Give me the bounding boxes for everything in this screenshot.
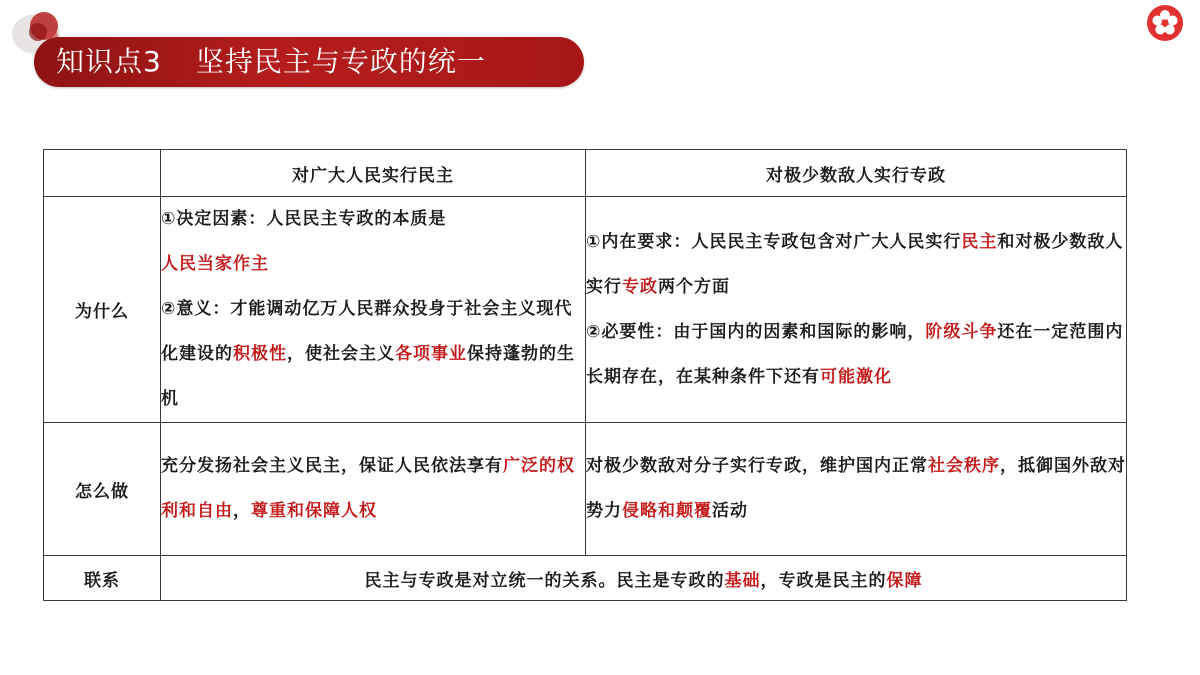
table-row-relation xyxy=(44,556,1127,601)
highlight-text: 尊重和保障人权 xyxy=(251,501,377,521)
table-row-why xyxy=(44,197,1127,423)
title-banner xyxy=(34,37,584,87)
highlight-text: 民主 xyxy=(961,231,998,252)
highlight-text: 保障 xyxy=(886,570,923,591)
cell-relation xyxy=(161,556,1127,601)
text-segment: ①决定因素：人民民主专政的本质是 xyxy=(161,209,447,229)
header-cell-dictatorship: 对极少数敌人实行专政 xyxy=(586,150,1127,197)
text-segment: 充分发扬社会主义民主，保证人民依法享有 xyxy=(161,456,503,476)
cell-how-dictatorship xyxy=(586,423,1127,556)
highlight-text: 各项事业 xyxy=(395,344,467,364)
text-segment: ，抵御国外敌对势力 xyxy=(586,456,1126,521)
table-row-how xyxy=(44,423,1127,556)
table-header-row xyxy=(44,150,1127,197)
title-label: 知识点3 xyxy=(56,45,162,78)
text-segment: ②意义：才能调动亿万人民群众投身于社会主义现代化建设的 xyxy=(161,299,573,364)
header-cell-democracy: 对广大人民实行民主 xyxy=(161,150,586,197)
highlight-text: 社会秩序 xyxy=(928,456,1000,476)
comparison-table xyxy=(43,149,1127,601)
cell-why-dictatorship xyxy=(586,197,1127,423)
text-segment: 保持蓬勃的生机 xyxy=(161,344,575,409)
highlight-text: 可能激化 xyxy=(820,366,892,387)
text-segment: 两个方面 xyxy=(658,276,730,297)
text-segment: ①内在要求：人民民主专政包含对广大人民实行 xyxy=(586,231,962,252)
highlight-text: 侵略和颠覆 xyxy=(622,501,712,521)
text-segment: ，使社会主义 xyxy=(287,344,395,364)
cell-how-democracy xyxy=(161,423,586,556)
text-segment: ②必要性：由于国内的因素和国际的影响， xyxy=(586,321,926,342)
highlight-text: 基础 xyxy=(724,570,761,591)
text-segment: 对极少数敌对分子实行专政，维护国内正常 xyxy=(586,456,928,476)
text-segment: 活动 xyxy=(712,501,748,521)
title-text: 坚持民主与专政的统一 xyxy=(195,45,486,78)
cell-why-democracy xyxy=(161,197,586,423)
row-label-how: 怎么做 xyxy=(44,423,161,556)
text-segment: 还在一定范围内长期存在，在某种条件下还有 xyxy=(586,321,1124,387)
highlight-text: 专政 xyxy=(622,276,658,297)
row-label-why: 为什么 xyxy=(44,197,161,423)
highlight-text: 积极性 xyxy=(233,344,287,364)
highlight-text: 人民当家作主 xyxy=(161,254,269,274)
text-segment: 民主与专政是对立统一的关系。民主是专政的 xyxy=(364,570,725,591)
highlight-text: 阶级斗争 xyxy=(925,321,998,342)
text-segment: 和对极少数敌人实行 xyxy=(586,231,1124,297)
header-cell-empty xyxy=(44,150,161,197)
plum-blossom-icon xyxy=(1146,4,1184,42)
highlight-text: 广泛的权利和自由 xyxy=(161,456,575,521)
text-segment: ， xyxy=(233,501,251,521)
page-title xyxy=(56,37,486,87)
text-segment: ，专政是民主的 xyxy=(760,570,887,591)
row-label-relation: 联系 xyxy=(44,556,161,601)
